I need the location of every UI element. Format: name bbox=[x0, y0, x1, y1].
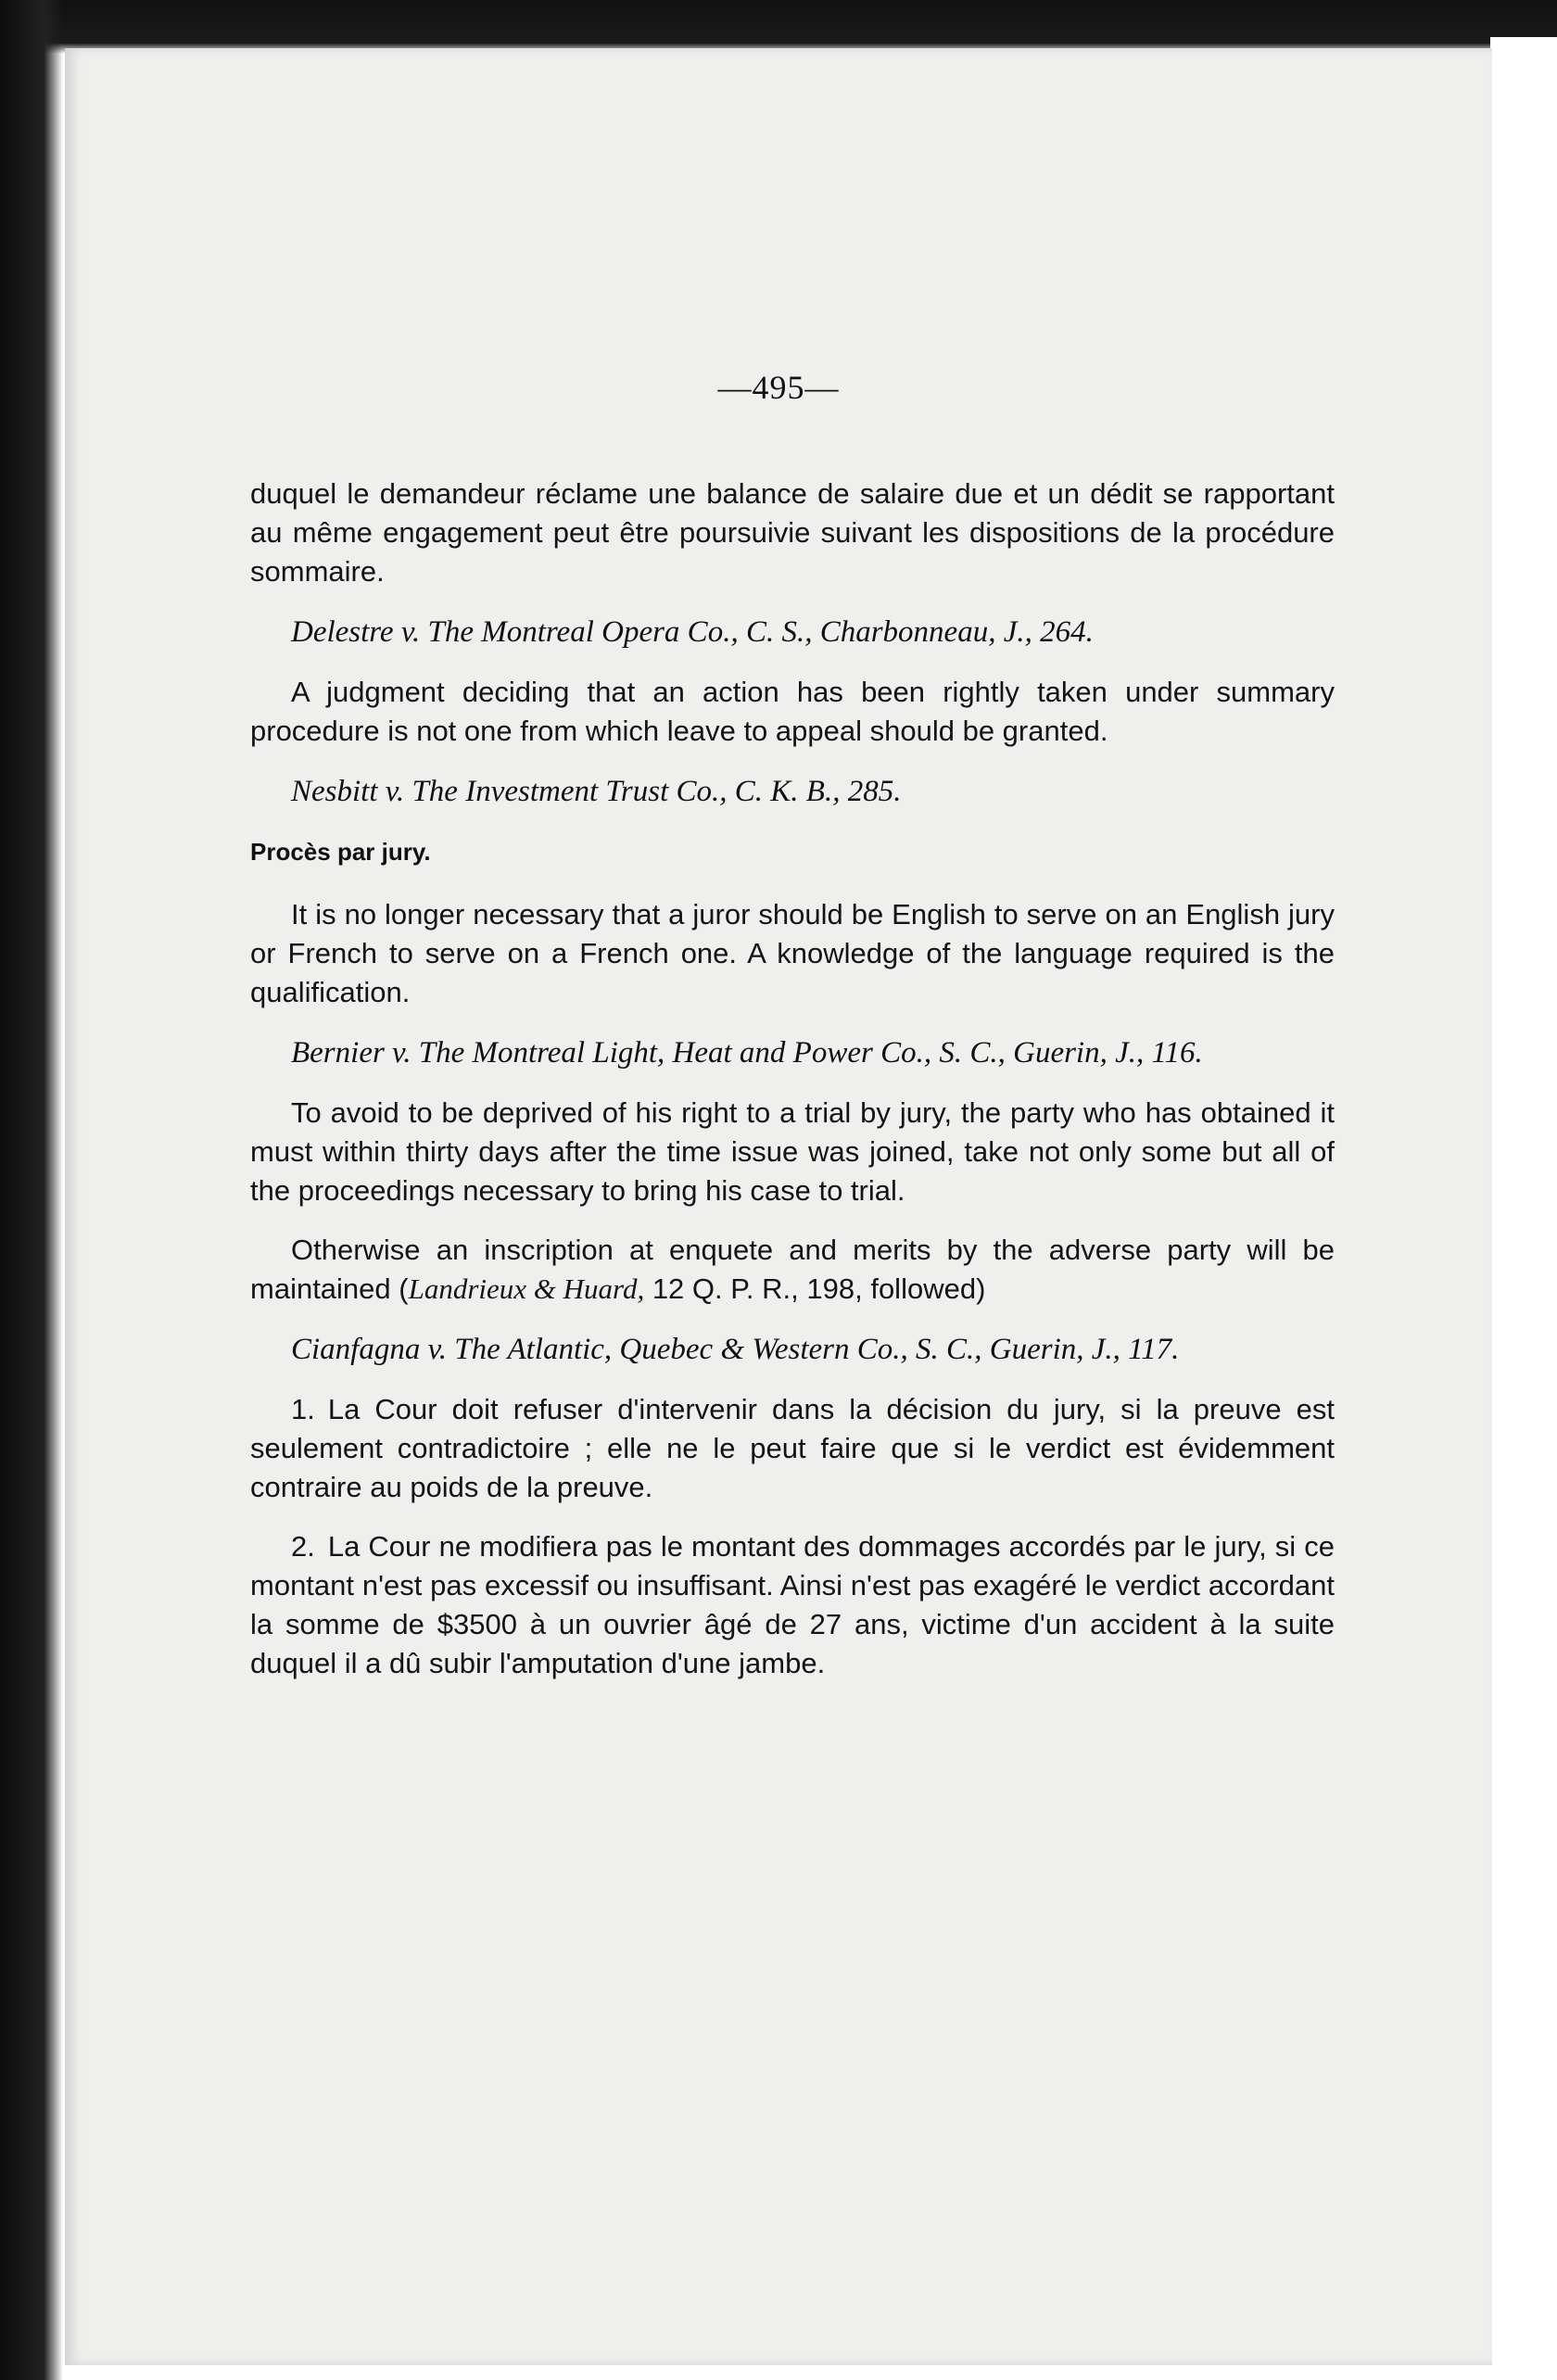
item-number: 2. bbox=[291, 1530, 315, 1563]
page-number: —495— bbox=[717, 369, 840, 406]
paragraph bbox=[250, 1231, 1335, 1309]
item-number: 1. bbox=[291, 1393, 315, 1425]
scan-margin-right bbox=[1490, 37, 1557, 2380]
case-citation: Cianfagna v. The Atlantic, Quebec & Western Co., S. C., Guerin, J., 117. bbox=[291, 1333, 1180, 1366]
case-citation: Bernier v. The Montreal Light, Heat and Power Co., S. C., Guerin, J., 116. bbox=[291, 1036, 1203, 1070]
paragraph: To avoid to be deprived of his right to a trial by jury, the party who has obtained it must within thirty days after the time issue was joined, take not only some but all of the proceedings necessary to bring his case to trial. bbox=[250, 1096, 1335, 1207]
book-page bbox=[65, 48, 1492, 2365]
paragraph-text: 12 Q. P. R., 198, followed) bbox=[644, 1272, 986, 1305]
numbered-item bbox=[250, 1390, 1335, 1507]
numbered-item bbox=[250, 1527, 1335, 1683]
case-citation: Delestre v. The Montreal Opera Co., C. S., Charbonneau, J., 264. bbox=[291, 615, 1094, 649]
scan-border-top bbox=[0, 0, 1557, 54]
page-body bbox=[250, 475, 1335, 1703]
item-text: La Cour ne modifiera pas le montant des dommages accordés par le jury, si ce montant n'est pas excessif ou insuffisant. Ainsi n'est pas exagéré le verdict accordant la somme de $3500 à un ouvrier âgé de 27 ans, victime d'un accident à la suite duquel il a dû subir l'amputation d'une jambe. bbox=[250, 1530, 1335, 1679]
paragraph-text: Otherwise an inscription at enquete and merits by the adverse party will be maintained ( bbox=[250, 1234, 1335, 1305]
scan-border-left bbox=[0, 0, 63, 2380]
section-heading: Procès par jury. bbox=[250, 838, 431, 866]
item-text: La Cour doit refuser d'intervenir dans la décision du jury, si la preuve est seulement contradictoire ; elle ne le peut faire que si le verdict est évidemment contraire au poids de la preuve. bbox=[250, 1393, 1335, 1503]
paragraph: It is no longer necessary that a juror should be English to serve on an English jury or French to serve on a French one. A knowledge of the language required is the qualification. bbox=[250, 898, 1335, 1008]
paragraph: A judgment deciding that an action has been rightly taken under summary procedure is not one from which leave to appeal should be granted. bbox=[250, 676, 1335, 747]
paragraph-continuation: duquel le demandeur réclame une balance de salaire due et un dédit se rapportant au même engagement peut être poursuivie suivant les dispositions de la procédure sommaire. bbox=[250, 477, 1335, 588]
inline-citation: Landrieux & Huard, bbox=[408, 1272, 645, 1305]
case-citation: Nesbitt v. The Investment Trust Co., C. K. B., 285. bbox=[291, 775, 902, 808]
